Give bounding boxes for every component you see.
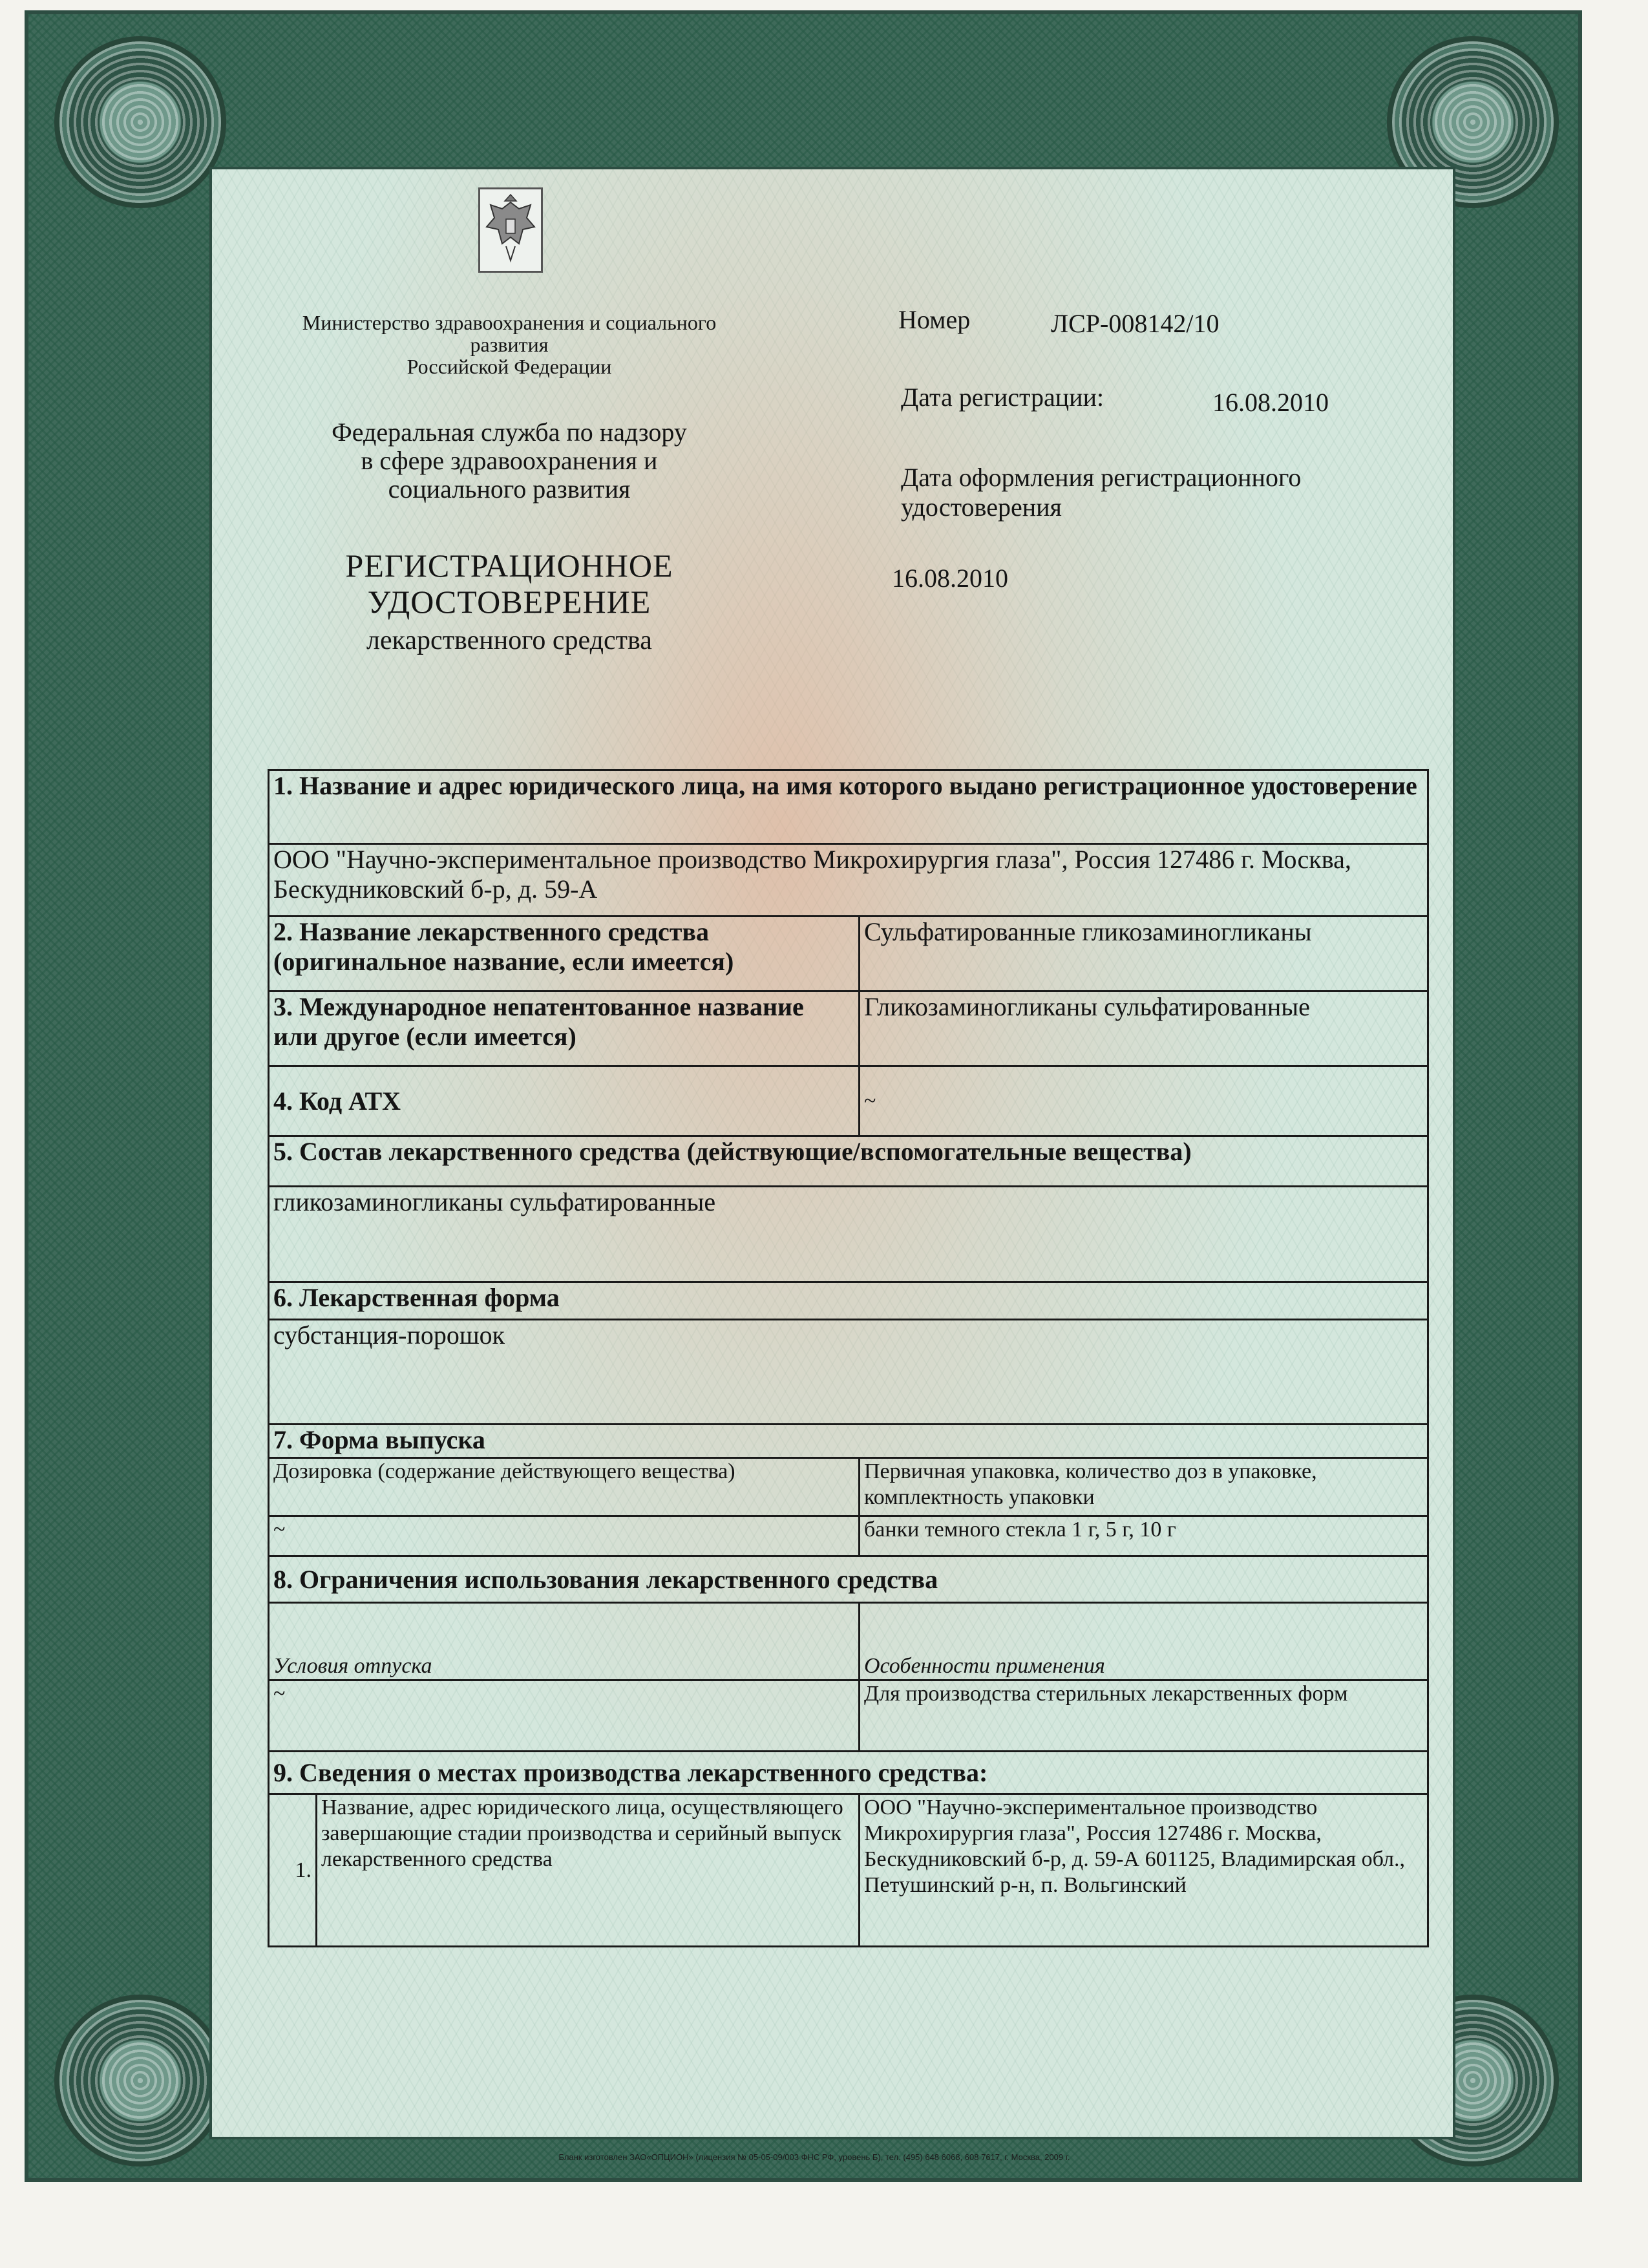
certificate-body	[209, 167, 1455, 2139]
section-6-title: 6. Лекарственная форма	[269, 1282, 1428, 1320]
section-9-value: ООО "Научно-экспериментальное производство Микрохирургия глаза", Россия 127486 г. Москва, Бескудниковский б-р, д. 59-А 601125, Владимирская обл., Петушинский р-н, п. Вольгинский	[860, 1794, 1428, 1947]
title-line-1: РЕГИСТРАЦИОННОЕ	[345, 547, 673, 584]
section-5-value-row	[269, 1187, 1428, 1282]
section-7-dosage-header: Дозировка (содержание действующего вещества)	[269, 1458, 860, 1516]
section-3-title: 3. Международное непатентованное название или другое (если имеется)	[269, 991, 860, 1066]
corner-rosette-bottom-left	[54, 1995, 226, 2167]
certificate-title	[290, 547, 729, 620]
section-8-value-row	[269, 1680, 1428, 1752]
section-9-title: 9. Сведения о местах производства лекарственного средства:	[269, 1752, 1428, 1794]
section-3-value: Гликозаминогликаны сульфатированные	[860, 991, 1428, 1066]
number-label: Номер	[898, 305, 971, 334]
printer-imprint: Бланк изготовлен ЗАО«ОПЦИОН» (лицензия № 05-05-09/003 ФНС РФ, уровень Б), тел. (495) 648 6068, 608 7617, г. Москва, 2009 г.	[558, 2152, 1070, 2162]
section-5-value: гликозаминогликаны сульфатированные	[269, 1187, 1428, 1282]
section-8-features-header: Особенности применения	[860, 1603, 1428, 1680]
service-name	[270, 418, 748, 503]
ministry-line-3: Российской Федерации	[407, 355, 612, 378]
section-4-title: 4. Код АТХ	[269, 1066, 860, 1136]
section-6-value-row	[269, 1320, 1428, 1425]
section-9-row-number: 1.	[269, 1794, 317, 1947]
section-7-packaging-header: Первичная упаковка, количество доз в упаковке, комплектность упаковки	[860, 1458, 1428, 1516]
section-7-packaging-value: банки темного стекла 1 г, 5 г, 10 г	[860, 1516, 1428, 1556]
section-1-value: ООО "Научно-экспериментальное производство Микрохирургия глаза", Россия 127486 г. Москва, Бескудниковский б-р, д. 59-А	[269, 844, 1428, 917]
certificate-subtitle: лекарственного средства	[366, 626, 652, 655]
reg-date-value: 16.08.2010	[1212, 388, 1329, 417]
section-1-title: 1. Название и адрес юридического лица, на имя которого выдано регистрационное удостоверение	[269, 770, 1428, 844]
service-line-2: в сфере здравоохранения и	[361, 446, 658, 475]
section-6-title-row	[269, 1282, 1428, 1320]
section-7-dosage-value: ~	[269, 1516, 860, 1556]
service-line-1: Федеральная служба по надзору	[332, 418, 687, 447]
section-8-title: 8. Ограничения использования лекарственного средства	[269, 1556, 1428, 1603]
ministry-line-1: Министерство здравоохранения и социального	[302, 311, 717, 334]
section-5-title: 5. Состав лекарственного средства (действующие/вспомогательные вещества)	[269, 1136, 1428, 1187]
section-9-title-row	[269, 1752, 1428, 1794]
section-8-dispense-value: ~	[269, 1680, 860, 1752]
ministry-name	[238, 312, 781, 377]
reg-date-label: Дата регистрации:	[901, 383, 1104, 412]
section-9-description: Название, адрес юридического лица, осуществляющего завершающие стадии производства и серийный выпуск лекарственного средства	[317, 1794, 860, 1947]
section-6-value: субстанция-порошок	[269, 1320, 1428, 1425]
issue-date-value: 16.08.2010	[892, 564, 1008, 593]
certificate-border	[25, 10, 1582, 2182]
section-3-row	[269, 991, 1428, 1066]
corner-rosette-top-left	[54, 36, 226, 208]
section-8-title-row	[269, 1556, 1428, 1603]
section-7-title: 7. Форма выпуска	[269, 1425, 1428, 1458]
section-8-header-row	[269, 1603, 1428, 1680]
service-line-3: социального развития	[388, 474, 631, 503]
certificate-table	[268, 769, 1429, 1947]
title-line-2: УДОСТОВЕРЕНИЕ	[367, 584, 651, 620]
section-7-title-row	[269, 1425, 1428, 1458]
section-4-value: ~	[860, 1066, 1428, 1136]
section-7-header-row	[269, 1458, 1428, 1516]
section-2-title: 2. Название лекарственного средства (оригинальное название, если имеется)	[269, 917, 860, 991]
section-2-row	[269, 917, 1428, 991]
section-7-value-row	[269, 1516, 1428, 1556]
section-5-title-row	[269, 1136, 1428, 1187]
number-value: ЛСР-008142/10	[1051, 309, 1220, 338]
section-8-dispense-header: Условия отпуска	[269, 1603, 860, 1680]
section-1-title-row	[269, 770, 1428, 844]
section-4-row	[269, 1066, 1428, 1136]
ministry-line-2: развития	[470, 333, 549, 356]
section-9-value-row	[269, 1794, 1428, 1947]
section-8-features-value: Для производства стерильных лекарственных форм	[860, 1680, 1428, 1752]
section-1-value-row	[269, 844, 1428, 917]
section-2-value: Сульфатированные гликозаминогликаны	[860, 917, 1428, 991]
issue-date-label: Дата оформления регистрационного удостоверения	[901, 463, 1302, 522]
russian-coat-of-arms-icon	[478, 187, 543, 273]
